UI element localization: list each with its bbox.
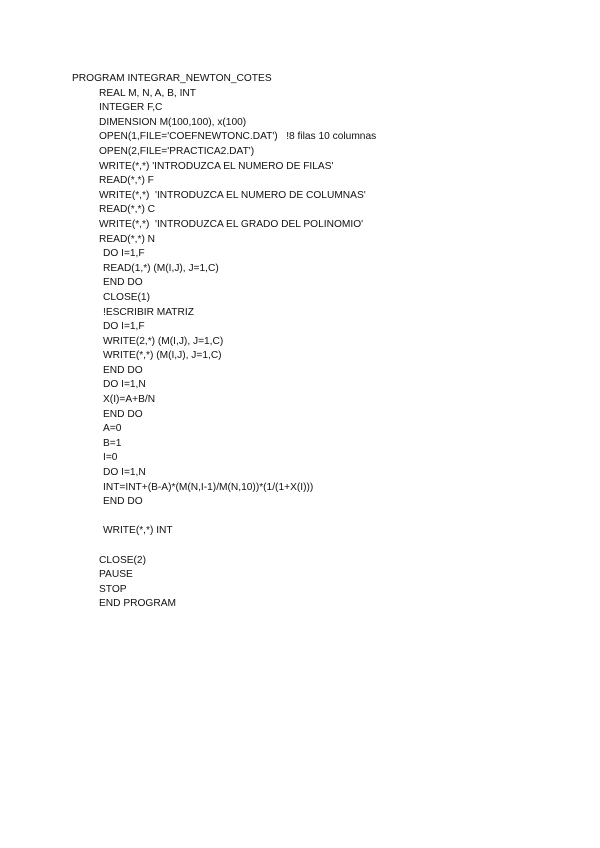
code-line-dimension: DIMENSION M(100,100), x(100) (99, 116, 247, 128)
fortran-code-block (72, 72, 376, 612)
code-line-do-n: DO I=1,N (103, 379, 146, 391)
code-line-write-grado: WRITE(*,*) 'INTRODUZCA EL GRADO DEL POLINOMIO' (99, 218, 364, 230)
code-line-end-do: END DO (103, 277, 143, 289)
code-line-open-2: OPEN(2,FILE='PRACTICA2.DAT') (99, 145, 255, 157)
code-line-close-2: CLOSE(2) (99, 554, 146, 566)
code-line-i-assign: I=0 (103, 452, 118, 464)
code-line-end-do: END DO (103, 496, 143, 508)
code-line-blank (72, 510, 376, 525)
code-line-do-f: DO I=1,F (103, 248, 145, 260)
code-line-do-n: DO I=1,N (103, 467, 146, 479)
code-line-write-int: WRITE(*,*) INT (103, 525, 173, 537)
code-line-write-columnas: WRITE(*,*) 'INTRODUZCA EL NUMERO DE COLUMNAS' (99, 189, 366, 201)
code-line-open-1: OPEN(1,FILE='COEFNEWTONC.DAT') !8 filas 10 columnas (99, 131, 377, 143)
code-line-read-f: READ(*,*) F (99, 175, 154, 187)
code-line-end-do: END DO (103, 364, 143, 376)
code-line-write-screen: WRITE(*,*) (M(I,J), J=1,C) (103, 350, 222, 362)
code-line-a-assign: A=0 (103, 423, 122, 435)
code-line-comment: !ESCRIBIR MATRIZ (103, 306, 194, 318)
code-line-do-f: DO I=1,F (103, 321, 145, 333)
code-line-read-c: READ(*,*) C (99, 204, 156, 216)
code-line-stop: STOP (99, 583, 127, 595)
code-line-read-n: READ(*,*) N (99, 233, 156, 245)
code-line-write-file: WRITE(2,*) (M(I,J), J=1,C) (103, 335, 224, 347)
code-line-read-matrix: READ(1,*) (M(I,J), J=1,C) (103, 262, 219, 274)
code-line-close-1: CLOSE(1) (103, 291, 150, 303)
code-line-end-do: END DO (103, 408, 143, 420)
code-line-program: PROGRAM INTEGRAR_NEWTON_COTES (72, 73, 272, 84)
code-line-int-assign: INT=INT+(B-A)*(M(N,I-1)/M(N,10))*(1/(1+X(I))) (103, 481, 314, 493)
code-line-x-assign: X(I)=A+B/N (103, 394, 156, 406)
code-line-blank (72, 539, 376, 554)
code-line-pause: PAUSE (99, 569, 133, 581)
code-line-end-program: END PROGRAM (99, 598, 176, 610)
code-line-real-decl: REAL M, N, A, B, INT (99, 87, 196, 99)
code-line-write-filas: WRITE(*,*) 'INTRODUZCA EL NUMERO DE FILAS' (99, 160, 334, 172)
code-line-integer-decl: INTEGER F,C (99, 102, 163, 114)
code-line-b-assign: B=1 (103, 437, 122, 449)
